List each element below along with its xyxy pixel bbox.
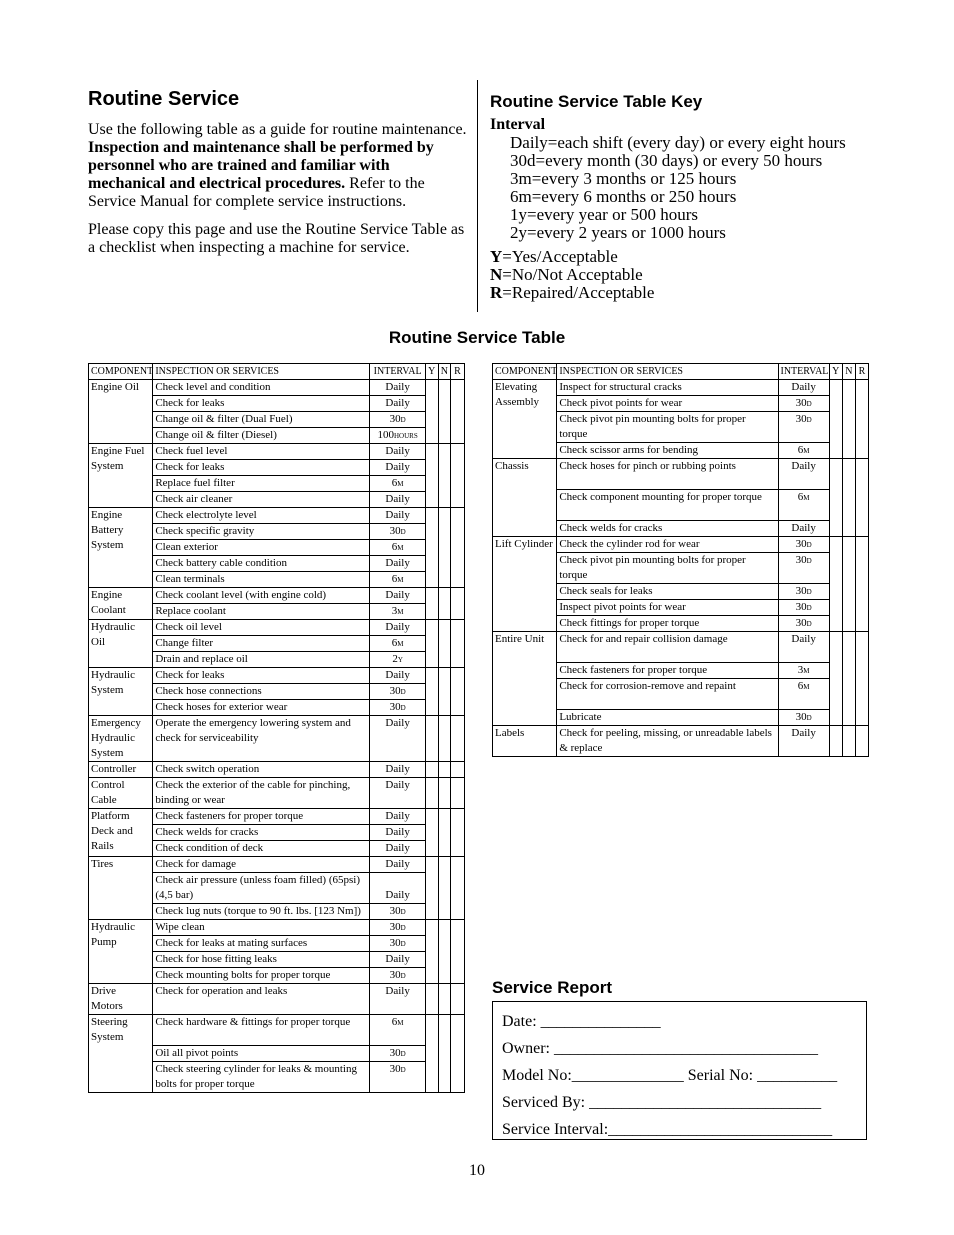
checkbox-r-cell[interactable] <box>450 668 464 716</box>
intro-warning-text: Inspection and maintenance shall be performed by personnel who are trained and familiar with mechanical and electrical procedures. <box>88 139 434 192</box>
inspection-cell: Check fuel level <box>153 444 370 460</box>
interval-cell: 6m <box>370 572 425 588</box>
checkbox-r-cell[interactable] <box>450 984 464 1015</box>
header-inspection: INSPECTION OR SERVICES <box>557 364 778 380</box>
table-row <box>493 459 869 490</box>
interval-definition: Daily=each shift (every day) or every eight hours <box>510 133 846 152</box>
checkbox-r-cell[interactable] <box>450 588 464 620</box>
checkbox-n-cell[interactable] <box>438 762 450 778</box>
component-cell: Controller <box>89 762 153 778</box>
interval-list <box>490 134 910 242</box>
interval-definition: 2y=every 2 years or 1000 hours <box>510 223 726 242</box>
table-row <box>89 778 465 809</box>
checkbox-y-cell[interactable] <box>425 588 438 620</box>
table-header-row <box>493 364 869 380</box>
inspection-cell: Clean terminals <box>153 572 370 588</box>
interval-definition: 30d=every month (30 days) or every 50 hours <box>510 151 823 170</box>
header-interval: INTERVAL <box>370 364 425 380</box>
inspection-cell: Check for peeling, missing, or unreadable labels & replace <box>557 726 778 757</box>
component-cell: Chassis <box>493 459 557 537</box>
interval-cell: 30d <box>778 396 829 412</box>
header-component: COMPONENT <box>89 364 153 380</box>
checkbox-y-cell[interactable] <box>425 444 438 508</box>
checkbox-r-cell[interactable] <box>450 809 464 857</box>
model-blank[interactable]: ______________ <box>571 1067 684 1084</box>
service-interval-label: Service Interval: <box>502 1121 609 1138</box>
intro-section <box>88 88 468 267</box>
checkbox-r-cell[interactable] <box>855 459 868 537</box>
inspection-cell: Check fittings for proper torque <box>557 616 778 632</box>
table-row <box>493 537 869 553</box>
component-cell: Platform Deck and Rails <box>89 809 153 857</box>
service-interval-line <box>502 1116 857 1143</box>
checkbox-n-cell[interactable] <box>438 809 450 857</box>
serviced-by-line <box>502 1089 857 1116</box>
table-row <box>89 762 465 778</box>
inspection-cell: Oil all pivot points <box>153 1046 370 1062</box>
component-cell: Engine Oil <box>89 380 153 444</box>
interval-cell: Daily <box>370 825 425 841</box>
checkbox-r-cell[interactable] <box>855 537 868 632</box>
table-title: Routine Service Table <box>388 328 566 347</box>
component-cell: Steering System <box>89 1015 153 1093</box>
inspection-cell: Replace coolant <box>153 604 370 620</box>
interval-cell: 6m <box>778 679 829 710</box>
interval-cell: Daily <box>370 952 425 968</box>
interval-definition: 6m=every 6 months or 250 hours <box>510 187 737 206</box>
interval-cell: 6m <box>778 490 829 521</box>
inspection-cell: Check the exterior of the cable for pinching, binding or wear <box>153 778 370 809</box>
table-row <box>89 1015 465 1046</box>
interval-cell: 30d <box>370 684 425 700</box>
header-inspection: INSPECTION OR SERVICES <box>153 364 370 380</box>
checkbox-r-cell[interactable] <box>855 380 868 459</box>
checkbox-n-cell[interactable] <box>438 380 450 444</box>
checkbox-n-cell[interactable] <box>842 726 855 757</box>
serial-label: Serial No: <box>687 1067 754 1084</box>
component-cell: Engine Coolant <box>89 588 153 620</box>
inspection-cell: Check level and condition <box>153 380 370 396</box>
table-row <box>89 920 465 936</box>
interval-cell: 30d <box>778 537 829 553</box>
checkbox-y-cell[interactable] <box>425 778 438 809</box>
checkbox-y-cell[interactable] <box>425 508 438 588</box>
checkbox-r-cell[interactable] <box>855 726 868 757</box>
checkbox-r-cell[interactable] <box>450 920 464 984</box>
inspection-cell: Check fasteners for proper torque <box>557 663 778 679</box>
date-blank[interactable]: _______________ <box>540 1013 661 1030</box>
model-serial-line <box>502 1062 857 1089</box>
inspection-cell: Check for hose fitting leaks <box>153 952 370 968</box>
inspection-cell: Check seals for leaks <box>557 584 778 600</box>
date-line <box>502 1008 857 1035</box>
inspection-cell: Check electrolyte level <box>153 508 370 524</box>
checkbox-y-cell[interactable] <box>425 716 438 762</box>
owner-label: Owner: <box>502 1040 550 1057</box>
header-y: Y <box>829 364 842 380</box>
inspection-cell: Check for leaks <box>153 396 370 412</box>
interval-cell: Daily <box>370 444 425 460</box>
interval-cell: 6m <box>370 636 425 652</box>
inspection-cell: Check lug nuts (torque to 90 ft. lbs. [123 Nm]) <box>153 904 370 920</box>
intro-text-a: Use the following table as a guide for routine maintenance. <box>88 121 467 138</box>
inspection-cell: Check air cleaner <box>153 492 370 508</box>
legend-item <box>490 284 910 302</box>
header-r: R <box>855 364 868 380</box>
checkbox-r-cell[interactable] <box>450 380 464 444</box>
service-table-right <box>492 363 869 757</box>
legend-letter: N <box>490 265 503 284</box>
inspection-cell: Check specific gravity <box>153 524 370 540</box>
interval-cell: 2y <box>370 652 425 668</box>
checkbox-n-cell[interactable] <box>842 459 855 537</box>
interval-cell: Daily <box>370 508 425 524</box>
key-title: Routine Service Table Key <box>490 92 703 111</box>
component-cell: Elevating Assembly <box>493 380 557 459</box>
checkbox-r-cell[interactable] <box>450 716 464 762</box>
inspection-cell: Check mounting bolts for proper torque <box>153 968 370 984</box>
table-row <box>89 984 465 1015</box>
component-cell: Drive Motors <box>89 984 153 1015</box>
inspection-cell: Check pivot pin mounting bolts for proper torque <box>557 553 778 584</box>
inspection-cell: Check hose connections <box>153 684 370 700</box>
interval-cell: Daily <box>370 809 425 825</box>
page-number: 10 <box>469 1162 485 1179</box>
table-row <box>89 444 465 460</box>
inspection-cell: Clean exterior <box>153 540 370 556</box>
interval-cell: Daily <box>370 873 425 904</box>
checkbox-n-cell[interactable] <box>438 1015 450 1093</box>
inspection-cell: Lubricate <box>557 710 778 726</box>
checkbox-r-cell[interactable] <box>450 508 464 588</box>
interval-cell: 30d <box>370 920 425 936</box>
checkbox-r-cell[interactable] <box>450 762 464 778</box>
inspection-cell: Check coolant level (with engine cold) <box>153 588 370 604</box>
checkbox-y-cell[interactable] <box>425 380 438 444</box>
serial-blank[interactable]: __________ <box>757 1067 838 1084</box>
service-report-form <box>492 1001 867 1140</box>
component-cell: Engine Battery System <box>89 508 153 588</box>
interval-cell: 6m <box>778 443 829 459</box>
table-row <box>89 588 465 604</box>
checkbox-y-cell[interactable] <box>829 380 842 459</box>
inspection-cell: Check welds for cracks <box>153 825 370 841</box>
table-row <box>89 857 465 873</box>
interval-cell: 30d <box>370 904 425 920</box>
service-report-title: Service Report <box>492 978 612 997</box>
interval-definition: 3m=every 3 months or 125 hours <box>510 169 737 188</box>
interval-cell: 30d <box>370 700 425 716</box>
checkbox-n-cell[interactable] <box>842 537 855 632</box>
checkbox-y-cell[interactable] <box>829 537 842 632</box>
interval-definition: 1y=every year or 500 hours <box>510 205 699 224</box>
inspection-cell: Check welds for cracks <box>557 521 778 537</box>
table-row <box>89 809 465 825</box>
checkbox-n-cell[interactable] <box>438 508 450 588</box>
component-cell: Labels <box>493 726 557 757</box>
checkbox-y-cell[interactable] <box>829 632 842 726</box>
inspection-cell: Check for leaks <box>153 668 370 684</box>
table-row <box>89 668 465 684</box>
table-row <box>493 726 869 757</box>
checkbox-n-cell[interactable] <box>438 716 450 762</box>
interval-cell: 30d <box>778 553 829 584</box>
inspection-cell: Check scissor arms for bending <box>557 443 778 459</box>
inspection-cell: Check the cylinder rod for wear <box>557 537 778 553</box>
interval-cell: 30d <box>778 616 829 632</box>
interval-cell: Daily <box>778 380 829 396</box>
interval-cell: Daily <box>370 460 425 476</box>
interval-cell: Daily <box>778 521 829 537</box>
interval-cell: Daily <box>370 762 425 778</box>
interval-cell: Daily <box>370 556 425 572</box>
interval-heading: Interval <box>490 116 546 133</box>
service-table-left <box>88 363 465 1093</box>
legend-item <box>490 266 910 284</box>
interval-cell: 6m <box>370 1015 425 1046</box>
service-interval-blank[interactable]: ____________________________ <box>608 1121 833 1138</box>
header-component: COMPONENT <box>493 364 557 380</box>
checkbox-y-cell[interactable] <box>425 668 438 716</box>
interval-cell: 30d <box>778 584 829 600</box>
checkbox-y-cell[interactable] <box>829 726 842 757</box>
date-label: Date: <box>502 1013 537 1030</box>
checkbox-n-cell[interactable] <box>438 620 450 668</box>
inspection-cell: Check fasteners for proper torque <box>153 809 370 825</box>
interval-cell: 100hours <box>370 428 425 444</box>
owner-blank[interactable]: _________________________________ <box>553 1040 818 1057</box>
table-row <box>89 380 465 396</box>
checkbox-y-cell[interactable] <box>425 762 438 778</box>
interval-cell: Daily <box>370 620 425 636</box>
interval-cell: Daily <box>778 459 829 490</box>
column-divider <box>477 80 478 312</box>
inspection-cell: Check switch operation <box>153 762 370 778</box>
checkbox-r-cell[interactable] <box>450 620 464 668</box>
inspection-cell: Change filter <box>153 636 370 652</box>
inspection-cell: Check hardware & fittings for proper torque <box>153 1015 370 1046</box>
interval-cell: 30d <box>370 1046 425 1062</box>
inspection-cell: Drain and replace oil <box>153 652 370 668</box>
checkbox-y-cell[interactable] <box>425 809 438 857</box>
inspection-cell: Check steering cylinder for leaks & mounting bolts for proper torque <box>153 1062 370 1093</box>
interval-cell: 30d <box>778 710 829 726</box>
inspection-cell: Check oil level <box>153 620 370 636</box>
inspection-cell: Check battery cable condition <box>153 556 370 572</box>
interval-cell: Daily <box>370 380 425 396</box>
serviced-by-blank[interactable]: _____________________________ <box>589 1094 822 1111</box>
interval-cell: Daily <box>370 492 425 508</box>
page-title: Routine Service <box>88 88 240 110</box>
checkbox-y-cell[interactable] <box>425 857 438 920</box>
checkbox-r-cell[interactable] <box>855 632 868 726</box>
interval-cell: 30d <box>370 524 425 540</box>
checkbox-r-cell[interactable] <box>450 1015 464 1093</box>
inspection-cell: Check for leaks <box>153 460 370 476</box>
inspection-cell: Check hoses for exterior wear <box>153 700 370 716</box>
intro-paragraph-2: Please copy this page and use the Routine Service Table as a checklist when inspecting a machine for service. <box>88 221 465 256</box>
inspection-cell: Operate the emergency lowering system and check for serviceability <box>153 716 370 762</box>
interval-cell: 3m <box>370 604 425 620</box>
checkbox-n-cell[interactable] <box>438 444 450 508</box>
checkbox-n-cell[interactable] <box>842 632 855 726</box>
component-cell: Tires <box>89 857 153 920</box>
component-cell: Entire Unit <box>493 632 557 726</box>
inspection-cell: Check for operation and leaks <box>153 984 370 1015</box>
inspection-cell: Check pivot points for wear <box>557 396 778 412</box>
inspection-cell: Wipe clean <box>153 920 370 936</box>
checkbox-n-cell[interactable] <box>438 984 450 1015</box>
model-label: Model No: <box>502 1067 572 1084</box>
inspection-cell: Check component mounting for proper torque <box>557 490 778 521</box>
checkbox-r-cell[interactable] <box>450 857 464 920</box>
table-row <box>493 632 869 663</box>
table-row <box>89 716 465 762</box>
checkbox-y-cell[interactable] <box>425 920 438 984</box>
table-row <box>89 620 465 636</box>
serviced-by-label: Serviced By: <box>502 1094 586 1111</box>
interval-cell: 6m <box>370 476 425 492</box>
legend-text: =Yes/Acceptable <box>502 247 618 266</box>
interval-cell: 30d <box>778 600 829 616</box>
interval-cell: Daily <box>370 396 425 412</box>
interval-cell: 30d <box>370 1062 425 1093</box>
checkbox-n-cell[interactable] <box>842 380 855 459</box>
interval-cell: 30d <box>370 412 425 428</box>
interval-cell: 6m <box>370 540 425 556</box>
table-row <box>89 508 465 524</box>
checkbox-n-cell[interactable] <box>438 778 450 809</box>
interval-cell: Daily <box>778 632 829 663</box>
checkbox-r-cell[interactable] <box>450 444 464 508</box>
table-header-row <box>89 364 465 380</box>
interval-cell: Daily <box>370 984 425 1015</box>
checkbox-r-cell[interactable] <box>450 778 464 809</box>
checkbox-y-cell[interactable] <box>425 984 438 1015</box>
component-cell: Lift Cylinder <box>493 537 557 632</box>
header-n: N <box>842 364 855 380</box>
inspection-cell: Inspect for structural cracks <box>557 380 778 396</box>
checkbox-y-cell[interactable] <box>425 1015 438 1093</box>
interval-cell: Daily <box>370 778 425 809</box>
inspection-cell: Change oil & filter (Diesel) <box>153 428 370 444</box>
interval-cell: Daily <box>370 841 425 857</box>
inspection-cell: Check pivot pin mounting bolts for proper torque <box>557 412 778 443</box>
legend-item <box>490 248 910 266</box>
inspection-cell: Check for corrosion-remove and repaint <box>557 679 778 710</box>
interval-cell: 30d <box>370 936 425 952</box>
component-cell: Emergency Hydraulic System <box>89 716 153 762</box>
inspection-cell: Replace fuel filter <box>153 476 370 492</box>
inspection-cell: Check for leaks at mating surfaces <box>153 936 370 952</box>
inspection-cell: Check condition of deck <box>153 841 370 857</box>
inspection-cell: Inspect pivot points for wear <box>557 600 778 616</box>
checkbox-n-cell[interactable] <box>438 857 450 920</box>
header-y: Y <box>425 364 438 380</box>
component-cell: Control Cable <box>89 778 153 809</box>
interval-cell: Daily <box>370 857 425 873</box>
component-cell: Hydraulic Oil <box>89 620 153 668</box>
header-interval: INTERVAL <box>778 364 829 380</box>
interval-cell: Daily <box>778 726 829 757</box>
legend-letter: R <box>490 283 503 302</box>
component-cell: Engine Fuel System <box>89 444 153 508</box>
component-cell: Hydraulic System <box>89 668 153 716</box>
legend-list <box>490 248 910 302</box>
checkbox-y-cell[interactable] <box>829 459 842 537</box>
interval-cell: 30d <box>778 412 829 443</box>
legend-text: =No/Not Acceptable <box>502 265 643 284</box>
interval-cell: Daily <box>370 716 425 762</box>
intro-text-c: Refer to the Service Manual for complete service instructions. <box>88 175 425 210</box>
inspection-cell: Check for damage <box>153 857 370 873</box>
checkbox-y-cell[interactable] <box>425 620 438 668</box>
component-cell: Hydraulic Pump <box>89 920 153 984</box>
legend-text: =Repaired/Acceptable <box>502 283 655 302</box>
interval-cell: 3m <box>778 663 829 679</box>
table-row <box>493 380 869 396</box>
header-n: N <box>438 364 450 380</box>
checkbox-n-cell[interactable] <box>438 920 450 984</box>
inspection-cell: Check hoses for pinch or rubbing points <box>557 459 778 490</box>
table-key <box>490 92 910 302</box>
inspection-cell: Check for and repair collision damage <box>557 632 778 663</box>
interval-cell: Daily <box>370 668 425 684</box>
interval-cell: 30d <box>370 968 425 984</box>
inspection-cell: Change oil & filter (Dual Fuel) <box>153 412 370 428</box>
header-r: R <box>450 364 464 380</box>
inspection-cell: Check air pressure (unless foam filled) (65psi) (4,5 bar) <box>153 873 370 904</box>
legend-letter: Y <box>490 247 503 266</box>
interval-cell: Daily <box>370 588 425 604</box>
intro-paragraph-1 <box>88 121 468 211</box>
checkbox-n-cell[interactable] <box>438 668 450 716</box>
checkbox-n-cell[interactable] <box>438 588 450 620</box>
owner-line <box>502 1035 857 1062</box>
